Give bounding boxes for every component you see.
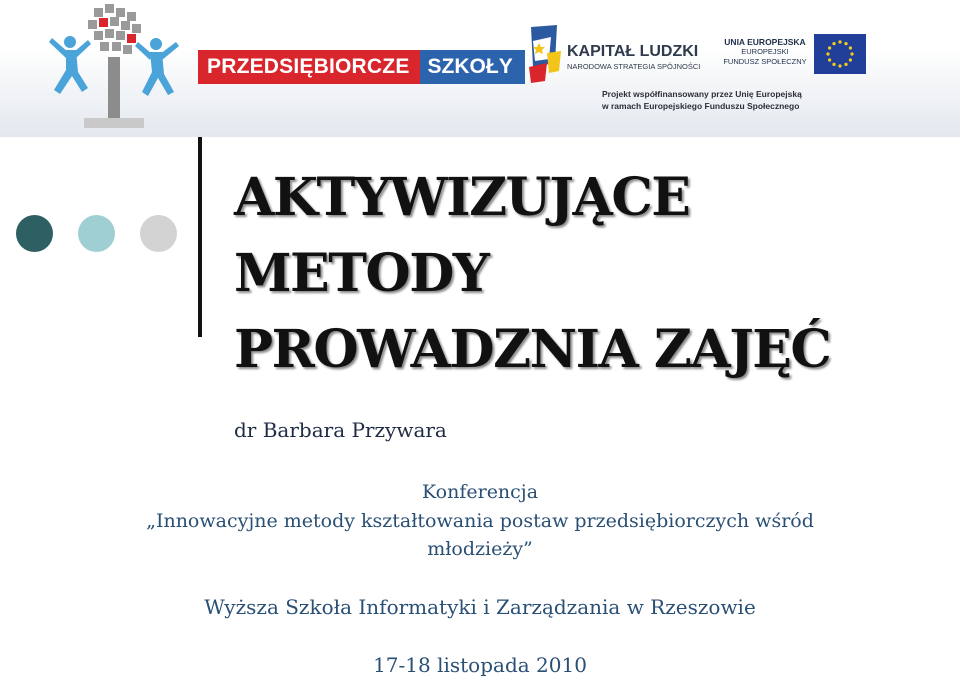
decorative-dot-light (78, 215, 115, 252)
project-cofinancing-note (602, 88, 802, 112)
decorative-dot-dark (16, 215, 53, 252)
eu-label-line3: FUNDUSZ SPOŁECZNY (723, 57, 807, 66)
school-name: Wyższa Szkoła Informatyki i Zarządzania w Rzeszowie (204, 595, 756, 619)
tree-logo-icon (44, 2, 184, 134)
slide-title (234, 160, 830, 388)
vertical-divider (198, 137, 202, 337)
title-line2: METODY (234, 243, 489, 304)
title-line3: PROWADZNIA ZAJĘĆ (234, 319, 831, 380)
header-banner (0, 0, 960, 137)
kapital-ludzki-emblem-icon (527, 23, 563, 85)
title-line1: AKTYWIZUJĄCE (234, 167, 690, 228)
author-name: dr Barbara Przywara (234, 418, 447, 442)
kapital-ludzki-logo (527, 23, 701, 85)
eu-label-line1: UNIA EUROPEJSKA (724, 37, 806, 47)
przedsiebiorcze-szkoly-logo (198, 50, 525, 84)
project-note-line1: Projekt współfinansowany przez Unię Europejską (602, 89, 802, 99)
kapital-ludzki-subtitle: NARODOWA STRATEGIA SPÓJNOŚCI (567, 62, 701, 71)
logo-text-part2: SZKOŁY (420, 50, 525, 84)
conference-name-line2: młodzieży” (427, 538, 533, 560)
eu-label-line2: EUROPEJSKI (741, 47, 789, 56)
conference-name-line1: „Innowacyjne metody kształtowania postaw przedsiębiorczych wśród (146, 510, 814, 532)
eu-fund-label (722, 37, 808, 67)
conference-label: Konferencja (421, 481, 539, 503)
project-note-line2: w ramach Europejskiego Funduszu Społecznego (602, 101, 800, 111)
eu-flag-icon (814, 34, 866, 74)
logo-text-part1: PRZEDSIĘBIORCZE (198, 50, 420, 84)
decorative-dot-gray (140, 215, 177, 252)
kapital-ludzki-name: KAPITAŁ LUDZKI (567, 43, 699, 60)
conference-date: 17-18 listopada 2010 (373, 653, 587, 677)
